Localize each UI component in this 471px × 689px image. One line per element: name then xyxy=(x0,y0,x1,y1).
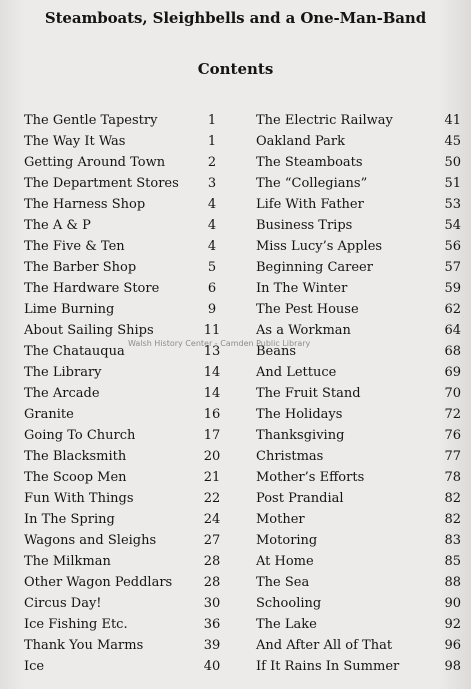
toc-entry xyxy=(24,656,232,677)
toc-entry xyxy=(24,236,232,257)
toc-entry-title: The “Collegians” xyxy=(256,176,368,191)
contents-heading: Contents xyxy=(197,60,274,78)
toc-entry-page-number: 6 xyxy=(207,281,217,296)
toc-entry-title: Going To Church xyxy=(24,428,136,443)
toc-entry xyxy=(24,488,232,509)
toc-entry xyxy=(256,131,461,152)
toc-entry-page-number: 62 xyxy=(444,302,461,317)
toc-entry xyxy=(256,572,461,593)
toc-entry-title: Oakland Park xyxy=(256,134,346,149)
toc-entry-title: The Blacksmith xyxy=(24,449,127,464)
toc-entry-title: The Barber Shop xyxy=(24,260,137,275)
toc-entry-page-number: 85 xyxy=(444,554,461,569)
toc-entry-title: The Department Stores xyxy=(24,176,179,191)
toc-entry xyxy=(24,404,232,425)
toc-entry xyxy=(24,152,232,173)
toc-entry xyxy=(24,257,232,278)
toc-entry-page-number: 9 xyxy=(207,302,217,317)
toc-entry-page-number: 78 xyxy=(444,470,461,485)
toc-entry xyxy=(256,509,461,530)
toc-entry xyxy=(256,320,461,341)
toc-entry-title: Other Wagon Peddlars xyxy=(24,575,173,590)
toc-entry xyxy=(24,110,232,131)
toc-entry-page-number: 22 xyxy=(203,491,221,506)
toc-entry-title: Lime Burning xyxy=(24,302,115,317)
toc-entry xyxy=(24,467,232,488)
toc-entry-title: The Arcade xyxy=(24,386,100,401)
toc-entry xyxy=(256,635,461,656)
toc-entry-page-number: 88 xyxy=(444,575,461,590)
toc-entry xyxy=(24,509,232,530)
toc-entry xyxy=(256,299,461,320)
toc-entry-page-number: 45 xyxy=(444,134,461,149)
toc-entry-page-number: 50 xyxy=(444,155,461,170)
toc-entry-page-number: 21 xyxy=(203,470,221,485)
toc-entry-page-number: 56 xyxy=(444,239,461,254)
toc-entry-page-number: 98 xyxy=(444,659,461,674)
toc-entry xyxy=(24,299,232,320)
toc-entry xyxy=(256,467,461,488)
toc-entry-page-number: 20 xyxy=(203,449,221,464)
toc-entry xyxy=(256,278,461,299)
toc-entry-page-number: 40 xyxy=(203,659,221,674)
toc-entry-title: The Steamboats xyxy=(256,155,363,170)
toc-entry-title: In The Spring xyxy=(24,512,115,527)
toc-entry xyxy=(24,131,232,152)
toc-entry xyxy=(24,446,232,467)
toc-entry xyxy=(24,215,232,236)
toc-entry xyxy=(24,278,232,299)
toc-entry xyxy=(256,257,461,278)
toc-entry-page-number: 14 xyxy=(203,365,221,380)
toc-entry-title: As a Workman xyxy=(256,323,351,338)
toc-entry-page-number: 82 xyxy=(444,491,461,506)
toc-entry xyxy=(24,551,232,572)
toc-entry xyxy=(24,173,232,194)
toc-entry xyxy=(24,362,232,383)
toc-entry xyxy=(256,152,461,173)
toc-entry-page-number: 68 xyxy=(444,344,461,359)
toc-entry-page-number: 70 xyxy=(444,386,461,401)
toc-entry-title: Life With Father xyxy=(256,197,364,212)
toc-entry-page-number: 39 xyxy=(203,638,221,653)
toc-entry-title: Beginning Career xyxy=(256,260,373,275)
toc-entry-title: The Hardware Store xyxy=(24,281,160,296)
toc-entry-page-number: 2 xyxy=(207,155,217,170)
toc-entry xyxy=(24,572,232,593)
toc-entry-page-number: 4 xyxy=(207,239,217,254)
toc-entry-page-number: 28 xyxy=(203,575,221,590)
toc-entry xyxy=(24,383,232,404)
toc-entry xyxy=(256,110,461,131)
toc-entry-title: The Milkman xyxy=(24,554,111,569)
toc-entry xyxy=(256,614,461,635)
toc-entry-page-number: 17 xyxy=(203,428,221,443)
toc-entry xyxy=(24,425,232,446)
toc-entry-title: Beans xyxy=(256,344,297,359)
toc-entry-page-number: 4 xyxy=(207,197,217,212)
toc-entry-page-number: 41 xyxy=(444,113,461,128)
toc-entry-title: Wagons and Sleighs xyxy=(24,533,157,548)
toc-entry-title: The Scoop Men xyxy=(24,470,127,485)
toc-entry-title: Business Trips xyxy=(256,218,353,233)
toc-entry-page-number: 59 xyxy=(444,281,461,296)
toc-entry-page-number: 11 xyxy=(203,323,221,338)
toc-entry-title: Ice Fishing Etc. xyxy=(24,617,128,632)
toc-entry-page-number: 14 xyxy=(203,386,221,401)
toc-entry-title: Miss Lucy’s Apples xyxy=(256,239,383,254)
toc-entry xyxy=(24,530,232,551)
toc-entry xyxy=(256,446,461,467)
toc-entry xyxy=(256,215,461,236)
toc-entry xyxy=(256,236,461,257)
toc-entry-title: Post Prandial xyxy=(256,491,344,506)
toc-entry-page-number: 82 xyxy=(444,512,461,527)
toc-entry xyxy=(256,173,461,194)
toc-entry-title: If It Rains In Summer xyxy=(256,659,400,674)
toc-entry-title: Mother xyxy=(256,512,305,527)
toc-entry-page-number: 16 xyxy=(203,407,221,422)
toc-entry-title: Thank You Marms xyxy=(24,638,144,653)
toc-entry-page-number: 1 xyxy=(207,134,217,149)
library-watermark: Walsh History Center - Camden Public Library xyxy=(128,339,311,348)
toc-entry-page-number: 27 xyxy=(203,533,221,548)
toc-entry-title: The Five & Ten xyxy=(24,239,125,254)
toc-entry-title: Fun With Things xyxy=(24,491,134,506)
toc-entry xyxy=(24,614,232,635)
toc-entry-page-number: 5 xyxy=(207,260,217,275)
toc-entry-title: Getting Around Town xyxy=(24,155,166,170)
toc-entry-page-number: 3 xyxy=(207,176,217,191)
toc-entry-page-number: 76 xyxy=(444,428,461,443)
toc-left-column xyxy=(24,110,232,677)
toc-entry-page-number: 92 xyxy=(444,617,461,632)
toc-entry-page-number: 77 xyxy=(444,449,461,464)
toc-entry-page-number: 72 xyxy=(444,407,461,422)
toc-right-column xyxy=(256,110,461,677)
toc-entry xyxy=(24,593,232,614)
toc-entry xyxy=(24,635,232,656)
toc-entry xyxy=(256,194,461,215)
toc-entry-title: Circus Day! xyxy=(24,596,102,611)
toc-entry-page-number: 69 xyxy=(444,365,461,380)
toc-entry xyxy=(256,530,461,551)
toc-entry-title: The Library xyxy=(24,365,102,380)
toc-entry-title: The Lake xyxy=(256,617,317,632)
toc-entry-title: The Pest House xyxy=(256,302,359,317)
toc-entry xyxy=(24,194,232,215)
toc-entry-page-number: 57 xyxy=(444,260,461,275)
toc-entry-title: Granite xyxy=(24,407,74,422)
toc-entry-page-number: 53 xyxy=(444,197,461,212)
toc-entry-page-number: 13 xyxy=(203,344,221,359)
toc-entry-title: The Electric Railway xyxy=(256,113,393,128)
toc-entry-title: Mother’s Efforts xyxy=(256,470,365,485)
toc-entry-title: Motoring xyxy=(256,533,318,548)
toc-entry-page-number: 64 xyxy=(444,323,461,338)
toc-entry-page-number: 83 xyxy=(444,533,461,548)
toc-entry-title: The Sea xyxy=(256,575,310,590)
toc-entry-title: The Chatauqua xyxy=(24,344,125,359)
toc-entry-title: Schooling xyxy=(256,596,322,611)
toc-entry-page-number: 96 xyxy=(444,638,461,653)
toc-entry-title: Ice xyxy=(24,659,45,674)
toc-entry-page-number: 90 xyxy=(444,596,461,611)
toc-entry-title: In The Winter xyxy=(256,281,348,296)
toc-entry-page-number: 51 xyxy=(444,176,461,191)
toc-entry xyxy=(256,425,461,446)
toc-entry-title: At Home xyxy=(256,554,314,569)
toc-entry-title: Christmas xyxy=(256,449,324,464)
toc-entry-title: The Holidays xyxy=(256,407,343,422)
toc-entry xyxy=(24,320,232,341)
toc-entry xyxy=(256,404,461,425)
toc-entry xyxy=(256,656,461,677)
toc-entry xyxy=(256,362,461,383)
toc-entry-title: The A & P xyxy=(24,218,91,233)
toc-entry-title: The Fruit Stand xyxy=(256,386,361,401)
toc-entry-title: And After All of That xyxy=(256,638,393,653)
toc-entry-title: The Gentle Tapestry xyxy=(24,113,158,128)
toc-entry-title: Thanksgiving xyxy=(256,428,345,443)
toc-entry-title: The Way It Was xyxy=(24,134,126,149)
toc-entry-title: The Harness Shop xyxy=(24,197,146,212)
toc-entry-page-number: 4 xyxy=(207,218,217,233)
toc-entry-page-number: 28 xyxy=(203,554,221,569)
toc-entry-title: And Lettuce xyxy=(256,365,337,380)
toc-entry-title: About Sailing Ships xyxy=(24,323,154,338)
toc-entry-page-number: 24 xyxy=(203,512,221,527)
toc-entry xyxy=(256,383,461,404)
toc-entry xyxy=(256,593,461,614)
toc-entry-page-number: 30 xyxy=(203,596,221,611)
toc-entry xyxy=(256,488,461,509)
toc-entry-page-number: 1 xyxy=(207,113,217,128)
toc-entry xyxy=(256,551,461,572)
toc-entry-page-number: 36 xyxy=(203,617,221,632)
book-title: Steamboats, Sleighbells and a One-Man-Band xyxy=(44,9,427,27)
toc-entry-page-number: 54 xyxy=(444,218,461,233)
